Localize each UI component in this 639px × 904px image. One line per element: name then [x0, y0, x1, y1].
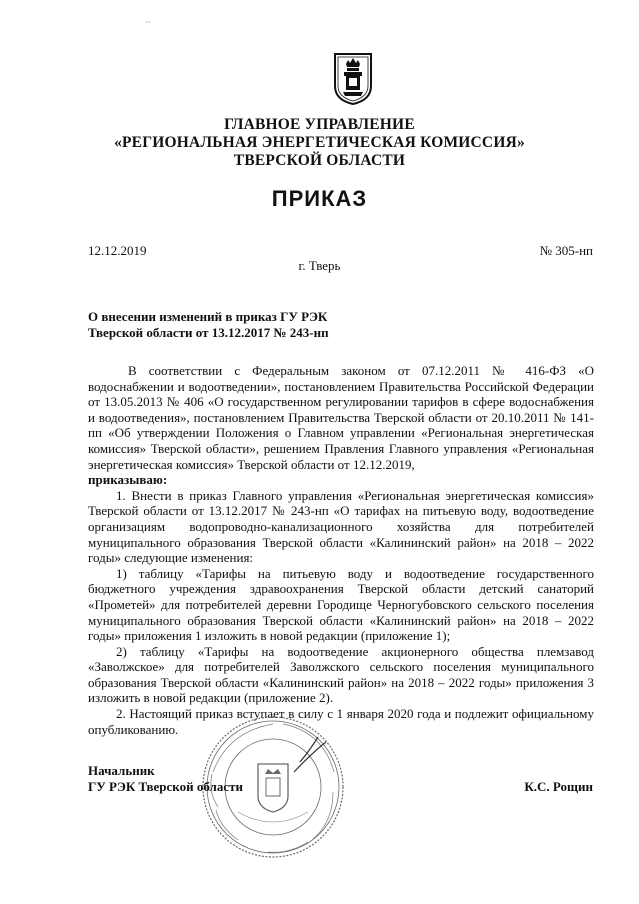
subject-line-1: О внесении изменений в приказ ГУ РЭК [88, 309, 328, 324]
document-subject [88, 309, 329, 341]
document-body [88, 363, 594, 737]
signature-position-line-2: ГУ РЭК Тверской области [88, 779, 243, 794]
body-paragraph-2: 2. Настоящий приказ вступает в силу с 1 января 2020 года и подлежит официальному опубликованию. [88, 706, 594, 737]
document-number: № 305-нп [539, 243, 593, 258]
signature-position-line-1: Начальник [88, 763, 155, 778]
signature-name: К.С. Рощин [524, 779, 593, 794]
body-paragraph-1-1: 1) таблицу «Тарифы на питьевую воду и водоотведение государственного бюджетного учреждения здравоохранения Тверской области детский санаторий «Прометей» для потребителей деревни Городище Черногубовского сельского поселения муниципального образования Тверской области «Калининский район» на 2018 – 2022 годы» приложения 1 изложить в новой редакции (приложение 1); [88, 565, 594, 644]
order-word: приказываю: [88, 472, 168, 488]
document-title: ПРИКАЗ [271, 186, 368, 211]
subject-line-2: Тверской области от 13.12.2017 № 243-нп [88, 325, 329, 340]
signature-position [88, 763, 243, 795]
document-city: г. Тверь [298, 258, 341, 273]
body-paragraph-preamble: В соответствии с Федеральным законом от 07.12.2011 № 416-ФЗ «О водоснабжении и водоотведении», постановлением Правительства Российской Федерации от 13.05.2013 № 406 «О государственном регулировании тарифов в сфере водоснабжения и водоотведения», постановлением Правительства Тверской области от 20.10.2011 № 141-пп «Об утверждении Положения о Главном управлении «Региональная энергетическая комиссия» Тверской области», решением Правления Главного управления «Региональная энергетическая комиссия» Тверской области от 12.12.2019, [88, 363, 594, 472]
coat-of-arms-icon [333, 52, 373, 106]
scan-mark: ·· [145, 18, 151, 27]
org-header-line-2: «РЕГИОНАЛЬНАЯ ЭНЕРГЕТИЧЕСКАЯ КОМИССИЯ» [114, 134, 525, 151]
body-paragraph-1: 1. Внести в приказ Главного управления «Региональная энергетическая комиссия» Тверской области от 13.12.2017 № 243-нп «О тарифах на питьевую воду, водоотведение организациям водопроводно-канализационного хозяйства для потребителей муниципального образования Тверской области «Калининский район» на 2018 – 2022 годы» следующие изменения: [88, 487, 594, 566]
org-header-line-1: ГЛАВНОЕ УПРАВЛЕНИЕ [224, 116, 415, 133]
body-paragraph-1-2: 2) таблицу «Тарифы на водоотведение акционерного общества племзавод «Заволжское» для потребителей Заволжского сельского поселения муниципального образования Тверской области «Калининский район» на 2018 – 2022 годы» приложения 3 изложить в новой редакции (приложение 2). [88, 643, 594, 706]
org-header-line-3: ТВЕРСКОЙ ОБЛАСТИ [233, 152, 406, 169]
document-date: 12.12.2019 [88, 243, 147, 258]
